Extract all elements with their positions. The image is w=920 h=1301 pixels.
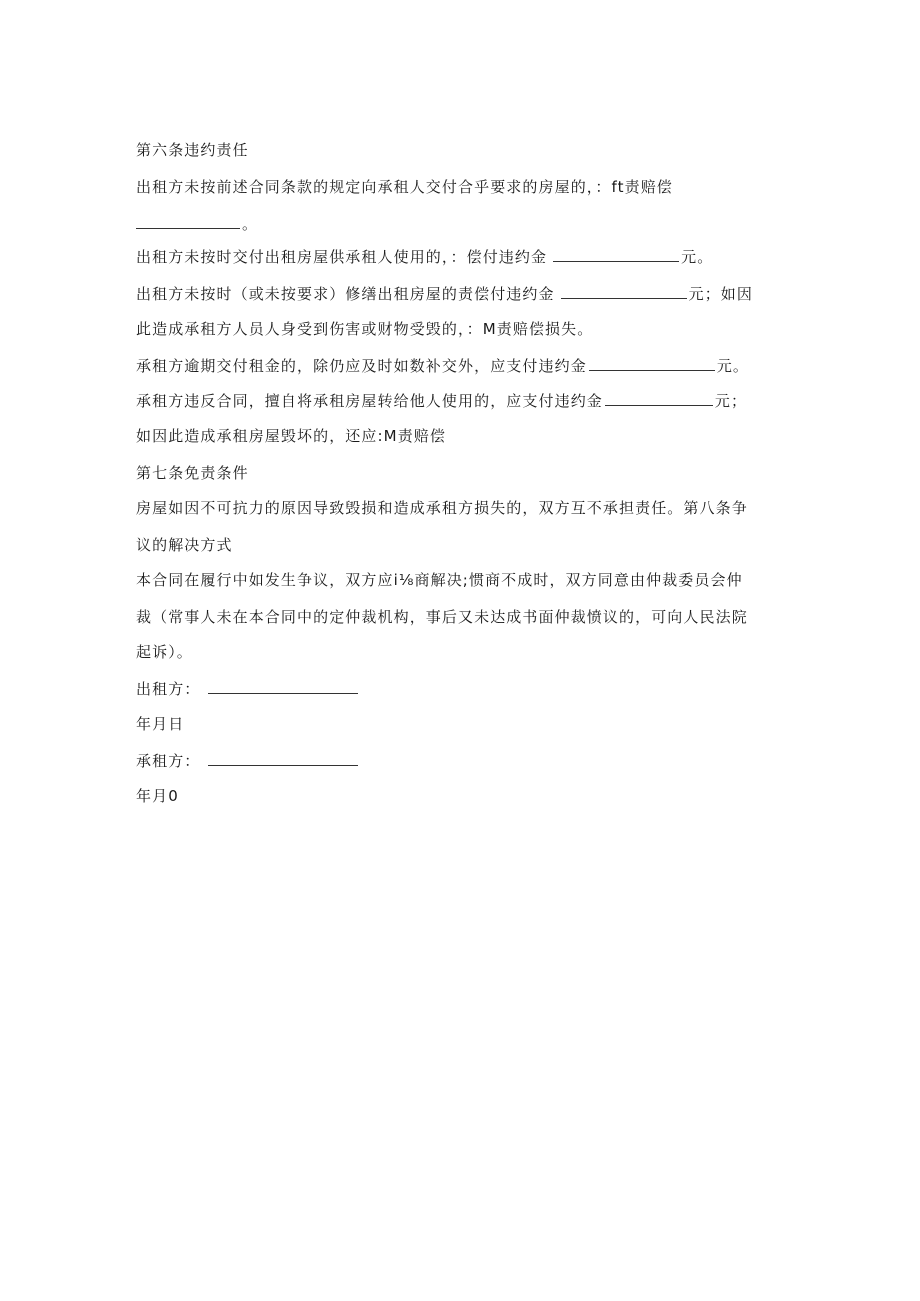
article-8-clause-end: 起诉）。 <box>136 643 193 661</box>
fill-in-blank <box>553 247 679 262</box>
clause-text: 元； <box>714 392 748 410</box>
article-8-clause: 本合同在履行中如发生争议，双方应i⅛商解决;惯商不成时，双方同意由仲裁委员会仲 <box>136 571 743 589</box>
lessee-label: 承租方： <box>136 752 201 770</box>
clause-text: 出租方未按时（或未按要求）修缮出租房屋的责偿付违约金 <box>136 285 555 303</box>
clause-text: 承租方逾期交付租金的，除仍应及时如数补交外，应支付违约金 <box>136 357 587 375</box>
clause-text: 元。 <box>681 248 714 266</box>
article-8-heading: 议的解决方式 <box>136 536 233 554</box>
clause-text: 承租方违反合同，擅自将承租房屋转给他人使用的，应支付违约金 <box>136 392 603 410</box>
article-6-clause-5 <box>136 391 747 411</box>
article-7-clause: 房屋如因不可抗力的原因导致毁损和造成承租方损失的，双方互不承担责任。第八条争 <box>136 499 748 517</box>
lessor-signature-blank <box>208 679 358 694</box>
fill-in-blank <box>605 391 713 406</box>
fill-in-blank <box>589 356 715 371</box>
article-6-clause-3-cont: 此造成承租方人员人身受到伤害或财物受毁的，：M责赔偿损失。 <box>136 320 594 338</box>
clause-text: 元。 <box>716 357 750 375</box>
clause-text: 出租方未按前述合同条款的规定向承租人交付合乎要求的房屋的，：ft责赔偿 <box>136 178 673 196</box>
fill-in-blank <box>136 214 240 229</box>
lessor-signature-line <box>136 679 360 699</box>
article-6-clause-2 <box>136 247 713 267</box>
article-6-clause-1 <box>136 177 673 197</box>
lessor-date: 年月日 <box>136 715 185 733</box>
lessee-date: 年月0 <box>136 787 179 805</box>
lessee-signature-blank <box>208 751 358 766</box>
clause-text: 出租方未按时交付出租房屋供承租人使用的，：偿付违约金 <box>136 248 548 266</box>
article-6-clause-3 <box>136 284 753 304</box>
lessor-label: 出租方： <box>136 680 201 698</box>
article-6-heading: 第六条违约责任 <box>136 141 249 159</box>
clause-text: 元；如因 <box>688 285 754 303</box>
article-7-heading: 第七条免责条件 <box>136 464 249 482</box>
lessee-signature-line <box>136 751 360 771</box>
clause-text: 。 <box>242 215 259 233</box>
article-6-clause-5-cont: 如因此造成承租房屋毁坏的，还应:M责赔偿 <box>136 427 446 445</box>
fill-in-blank <box>561 284 687 299</box>
article-8-clause-cont: 裁（常事人未在本合同中的定仲裁机构，事后又未达成书面仲裁愤议的，可向人民法院 <box>136 608 748 626</box>
article-6-clause-1-cont <box>136 214 258 234</box>
article-6-clause-4 <box>136 356 749 376</box>
